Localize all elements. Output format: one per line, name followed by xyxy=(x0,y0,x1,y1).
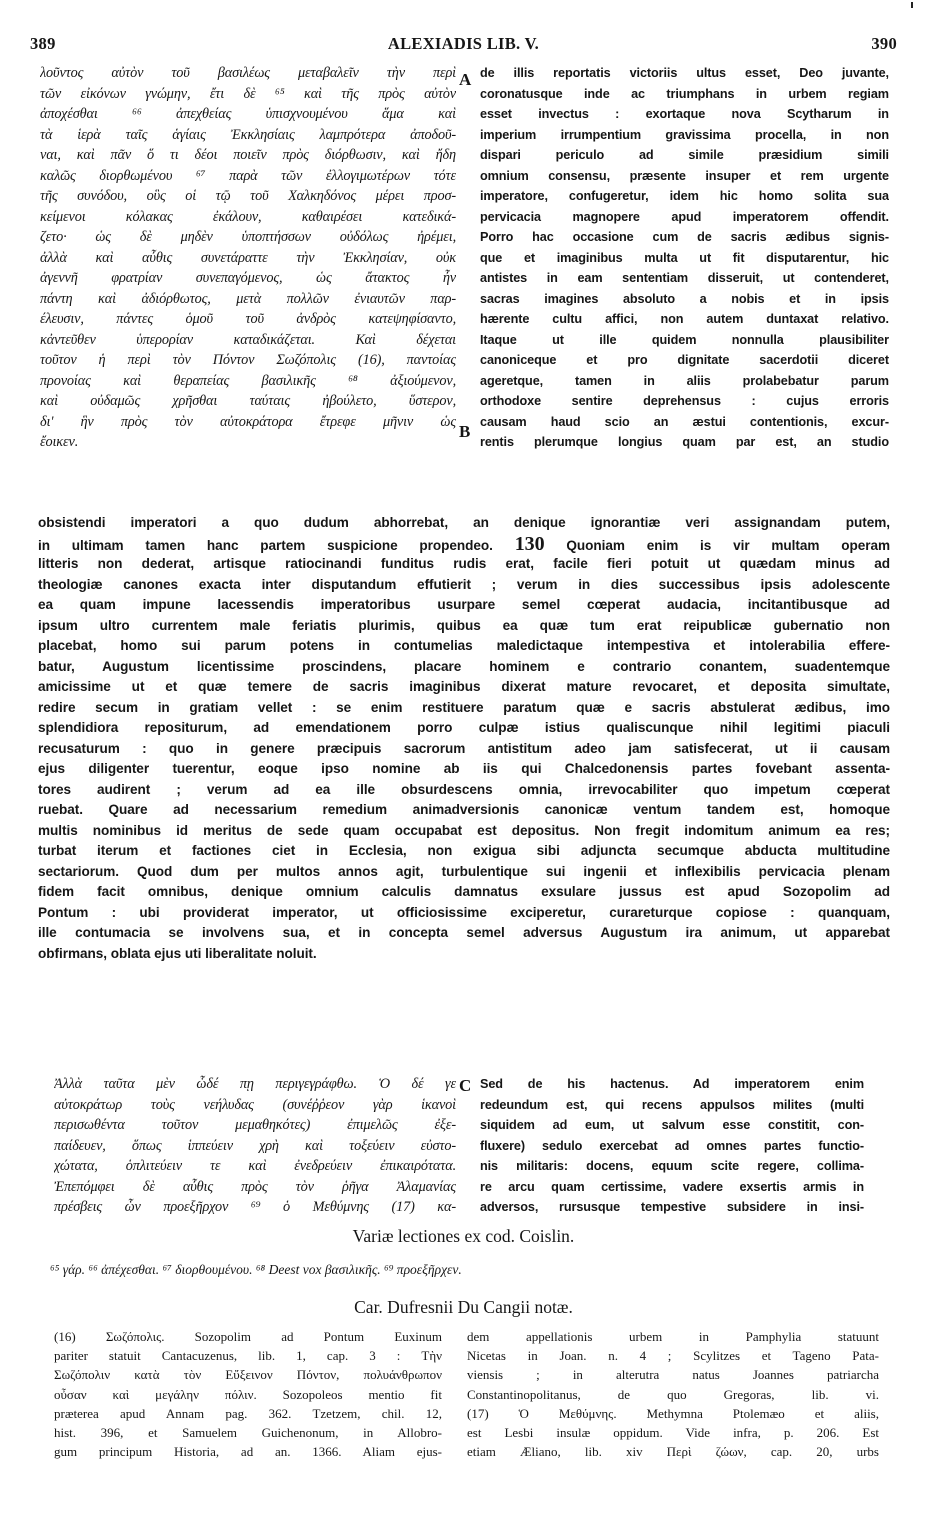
latin-full-width-text xyxy=(38,513,890,964)
latin-column-bottom xyxy=(480,1074,864,1218)
text-line: ἀποχέσθαι ⁶⁶ ἀπεχθείας ὑπισχνουμένου ἅμα καὶ xyxy=(40,106,456,122)
text-line: redire secum in gratiam vellet : se enim restituere paratum quæ e sacris abstulerat ædibus, imo xyxy=(38,699,890,715)
running-title: ALEXIADIS LIB. V. xyxy=(387,34,540,53)
text-line: omnium consensu, præsente insuper et rem urgente xyxy=(480,167,889,183)
variae-readings: ⁶⁵ γάρ. ⁶⁶ ἀπέχεσθαι. ⁶⁷ διορθουμένου. ⁶⁸ Deest vox βασιλικῆς. ⁶⁹ προεξῆρχεν. xyxy=(50,1262,462,1277)
text-line: Porro hac occasione cum de sacris ædibus signis- xyxy=(480,229,889,244)
text-line: rentis plerumque longius quam par est, an studio xyxy=(480,434,889,449)
text-line: antistes in eam sententiam disseruit, ut contenderet, xyxy=(480,270,889,285)
text-line: imperium irrumpentium gravissima procella, in non xyxy=(480,126,889,142)
text-line: fidem facit omnibus, denique omnium calculis damnatus exsulare jussus est apud Sozopolim ad xyxy=(38,884,890,899)
text-line: (17) Ὁ Μεθύμνης. Methymna Ptolemæo et aliis, xyxy=(467,1405,879,1421)
text-line: πρέσβεις ὧν προεξῆρχον ⁶⁹ ὁ Μεθύμνης (17) κα- xyxy=(54,1199,456,1215)
text-line: obfirmans, oblata ejus uti liberalitate noluit. xyxy=(38,945,317,961)
text-line: litteris non dederat, artisque ratiocinandi funditus rudis erat, facile fieri potuit ut quædam minus ad xyxy=(38,556,890,571)
greek-column-bottom xyxy=(54,1074,456,1218)
text-line: pariter statuit Cantacuzenus, lib. 1, cap. 3 : Τὴν xyxy=(54,1348,442,1364)
text-line: ageretque, tamen in aliis prolabebatur parum xyxy=(480,372,889,388)
margin-marker-a: A xyxy=(459,70,472,89)
text-line: orthodoxe sentire deprehensus : cujus erroris xyxy=(480,393,889,408)
text-line: splendidiora repositurum, ad emendationem porro culpæ istius qualiscunque nihil legitimi piaculi xyxy=(38,720,890,735)
text-line: amicissime ut et quæ temere de sacris imaginibus dixerat mature revocaret, et deposita simultate, xyxy=(38,679,890,694)
notes-column-left xyxy=(54,1327,442,1461)
text-line: αὐτοκράτωρ τοὺς νεήλυδας (συνέῤῥεον γὰρ ἱκανοὶ xyxy=(54,1096,456,1113)
margin-marker-c: C xyxy=(459,1076,472,1095)
text-line: ζετο· ὡς δὲ μηδὲν ὑποπτήσσων οὐδόλως ἠρέμει, xyxy=(40,229,456,245)
text-line: ruebat. Quare ad necessarium remedium animadversionis canonicæ ventum tandem est, homoque xyxy=(38,802,890,817)
text-line: Pontum : ubi providerat imperator, ut officiosissime exciperetur, curareturque copiose : quanquam, xyxy=(38,904,890,920)
text-line: redeundum est, qui recens appulsos milites (multi xyxy=(480,1096,864,1112)
text-line: ejus diligenter tuerentur, eoque ipso nomine ab iis qui Chalcedonensis partes fovebant assenta- xyxy=(38,761,890,776)
text-line: præterea apud Annam pag. 362. Tzetzem, chil. 12, xyxy=(54,1405,442,1421)
text-line: παίδευεν, ὅπως ἱππεύειν χρὴ καὶ τοξεύειν εὐστο- xyxy=(54,1137,456,1154)
text-line: batur, Augustum licentissime proscindens, placare hominem e contrario conantem, suadentemque xyxy=(38,658,890,674)
text-line: etiam Æliano, lib. xiv Περὶ ζώων, cap. 20, urbs xyxy=(467,1444,879,1460)
text-line: ἔοικεν. xyxy=(40,434,79,450)
text-line: fluxere) sedulo exercebat ad omnes partes functio- xyxy=(480,1137,864,1153)
text-line: tores audirent ; verum ad ea ille obsurdescens omnia, irrevocabiliter quo impetum cœperat xyxy=(38,781,890,797)
running-header xyxy=(30,34,897,58)
column-number: 130 xyxy=(514,533,545,554)
text-line: χώτατα, ὁπλιτεύειν τε καὶ ἐνεδρεύειν ἐπικαιρότατα. xyxy=(54,1158,456,1174)
text-line: τῶν εἰκόνων γνώμην, ἔτι δὲ ⁶⁵ καὶ τῆς πρὸς αὐτὸν xyxy=(40,85,456,102)
text-line: hærente cultu affici, non autem duntaxat relativo. xyxy=(480,311,889,326)
text-line: turbat iterum et factiones ciet in Ecclesia, non exigua sibi adjuncta secumque abducta multitudine xyxy=(38,843,890,858)
text-line: hist. 396, et Samuelem Guichenonum, in Allobro- xyxy=(54,1424,442,1440)
text-line: gum principum Historia, ad an. 1366. Aliam ejus- xyxy=(54,1444,442,1460)
text-line: dispari periculo ad simile præsidium simili xyxy=(480,147,889,162)
text-line: re arcu quam certissime, vadere exsertis armis in xyxy=(480,1178,864,1194)
text-line: Ἀλλὰ ταῦτα μὲν ὧδέ πῃ περιγεγράφθω. Ὁ δέ γε xyxy=(54,1076,456,1092)
text-line: viensis ; in alterutra natus Joannes patriarcha xyxy=(467,1367,879,1383)
text-line: sacras imagines absoluto a nobis et in ipsis xyxy=(480,290,889,306)
text-line: δι' ἣν πρὸς τὸν αὐτοκράτορα ἔτρεφε μῆνιν ὡς xyxy=(40,413,456,430)
text-line: Ἐπεπόμφει δὲ αὖθις πρὸς τὸν ῥῆγα Ἀλαμανίας xyxy=(54,1178,456,1195)
variae-heading: Variæ lectiones ex cod. Coislin. xyxy=(352,1226,575,1246)
text-line: ea quam impune lacessendis imperatoribus usurpare semel cœperat audacia, incitantibusque ad xyxy=(38,597,890,612)
page-number-left: 389 xyxy=(30,34,56,53)
text-line: theologiæ canones exacta inter disputandum effutierit ; verum in dies successibus ipsis adolescente xyxy=(38,576,890,592)
text-line: imperatore, confugeretur, idem hic homo solita sua xyxy=(480,188,889,203)
text-line: τὰ ἱερὰ ταῖς ἁγίαις Ἐκκλησίαις λαμπρότερα ἀποδοῦ- xyxy=(40,126,456,143)
text-line: κἀντεῦθεν ὑπερορίαν καταδικάζεται. Καὶ δέχεται xyxy=(40,331,456,348)
text-line: ἀλλὰ καὶ αὖθις συνετάραττε τὴν Ἐκκλησίαν, οὐκ xyxy=(40,249,456,266)
latin-column-top xyxy=(480,63,889,453)
text-line: adversos, rursusque tempestive subsidere in insi- xyxy=(480,1199,864,1214)
text-line: obsistendi imperatori a quo dudum abhorrebat, an denique ignorantiæ veri assignandam putem, xyxy=(38,515,890,530)
text-line: Itaque ut ille quidem nonnulla plausibiliter xyxy=(480,331,889,347)
text-line: λοῦντος αὐτὸν τοῦ βασιλέως μεταβαλεῖν τὴν περὶ xyxy=(40,65,456,81)
text-line: pervicacia magnopere apud imperatorem offendit. xyxy=(480,208,889,224)
margin-marker-b: B xyxy=(459,422,471,441)
text-line: τοῦτον ἡ περὶ τὸν Πόντον Σωζόπολις (16), παντοίας xyxy=(40,352,456,368)
text-line: nis militaris: docens, equum scite regere, collima- xyxy=(480,1158,864,1173)
text-line: κείμενοι κόλακας ἐκάλουν, καθαιρέσει κατεδικά- xyxy=(40,208,456,225)
text-line: siquidem ad eum, ut salvum esse constitit, con- xyxy=(480,1117,864,1132)
text-line: πάντη καὶ ἀδιόρθωτος, μετὰ πολλῶν ἐνιαυτῶν παρ- xyxy=(40,290,456,307)
text-line: (16) Σωζόπολις. Sozopolim ad Pontum Euxinum xyxy=(54,1329,442,1344)
text-line: οὖσαν καὶ μεγάλην πόλιν. Sozopoleos mentio fit xyxy=(54,1386,442,1402)
text-line: Sed de his hactenus. Ad imperatorem enim xyxy=(480,1076,864,1091)
page-number-right: 390 xyxy=(871,34,897,53)
greek-column-top xyxy=(40,63,456,453)
text-line: dem appellationis urbem in Pamphylia statuunt xyxy=(467,1329,879,1344)
text-line: Nicetas in Joan. n. 4 ; Scylitzes et Tageno Pata- xyxy=(467,1348,879,1364)
text-line: recusaturum : quo in genere præcipuis sacrorum antistitum adeo jam satisfecerat, ut ii causam xyxy=(38,740,890,756)
text-line: que et imaginibus multa ut fit disputarentur, hic xyxy=(480,249,889,265)
text-line: ipsum ultro currentem male feriatis plurimis, quibus ea quæ tum erat reipublicæ gubernatio non xyxy=(38,617,890,633)
text-line: sectariorum. Quod dum per multos annos agit, turbulentique sui ingenii et inflexibilis pervicacia plenam xyxy=(38,863,890,879)
notes-column-right xyxy=(467,1327,879,1461)
text-line: Constantinopolitanus, de quo Gregoras, lib. vi. xyxy=(467,1386,879,1402)
text-line: Σωζόπολιν κατὰ τὸν Εὔξεινον Πόντον, πολυάνθρωπον xyxy=(54,1367,442,1383)
text-line: ille contumacia se involvens sua, et in concepta semel adversus Augustum ira animum, ut apparebat xyxy=(38,925,890,940)
notes-heading: Car. Dufresnii Du Cangii notæ. xyxy=(354,1297,573,1317)
corner-mark xyxy=(911,2,913,8)
text-line: προνοίας καὶ θεραπείας βασιλικῆς ⁶⁸ ἀξιούμενον, xyxy=(40,372,456,389)
text-line: περισωθέντα τοῦτον μεμαθηκότες) ἐπιμελῶς ἐξε- xyxy=(54,1117,456,1133)
text-line: έλευσιν, πάντες ὁμοῦ τοῦ ἀνδρὸς κατεψηφίσαντο, xyxy=(40,311,456,327)
text-line: placebat, homo sui parum potens in contumelias maledictaque intempestiva et intolerabilia effere- xyxy=(38,638,890,653)
text-line: καὶ οὐδαμῶς χρῆσθαι ταύταις ἠβούλετο, ὕστερον, xyxy=(40,393,456,409)
text-line: ναι, καὶ πᾶν ὅ τι δέοι ποιεῖν πρὸς διόρθωσιν, καὶ ἤδη xyxy=(40,147,456,163)
text-line: ἀγεννῆ φρατρίαν συνεπαγόμενος, ὡς ἄτακτος ἦν xyxy=(40,270,456,286)
text-line: coronatusque inde ac triumphans in urbem regiam xyxy=(480,85,889,101)
text-line: causam haud scio an æstui contentionis, excur- xyxy=(480,413,889,429)
text-line: esset invectus : exortaque nova Scytharum in xyxy=(480,106,889,121)
text-line: καλῶς διορθωμένου ⁶⁷ παρὰ τῶν ἐλλογιμωτέρων τότε xyxy=(40,167,456,184)
text-line: est Lesbi insulæ oppidum. Vide infra, p. 206. Est xyxy=(467,1424,879,1440)
text-line: in ultimam tamen hanc partem suspicione propendeo. 130 Quoniam enim is vir multam operam xyxy=(38,533,890,554)
text-line: de illis reportatis victoriis ultus esset, Deo juvante, xyxy=(480,65,889,80)
text-line: τῆς συνόδου, οὓς οἱ τῷ τοῦ Χαλκηδόνος μέρει προσ- xyxy=(40,188,456,204)
text-line: canoniceque et pro dignitate sacerdotii diceret xyxy=(480,352,889,367)
text-line: multis nominibus id meritus de sede quam occupabat est depositus. Non fregit indomitum animum ea res; xyxy=(38,822,890,838)
